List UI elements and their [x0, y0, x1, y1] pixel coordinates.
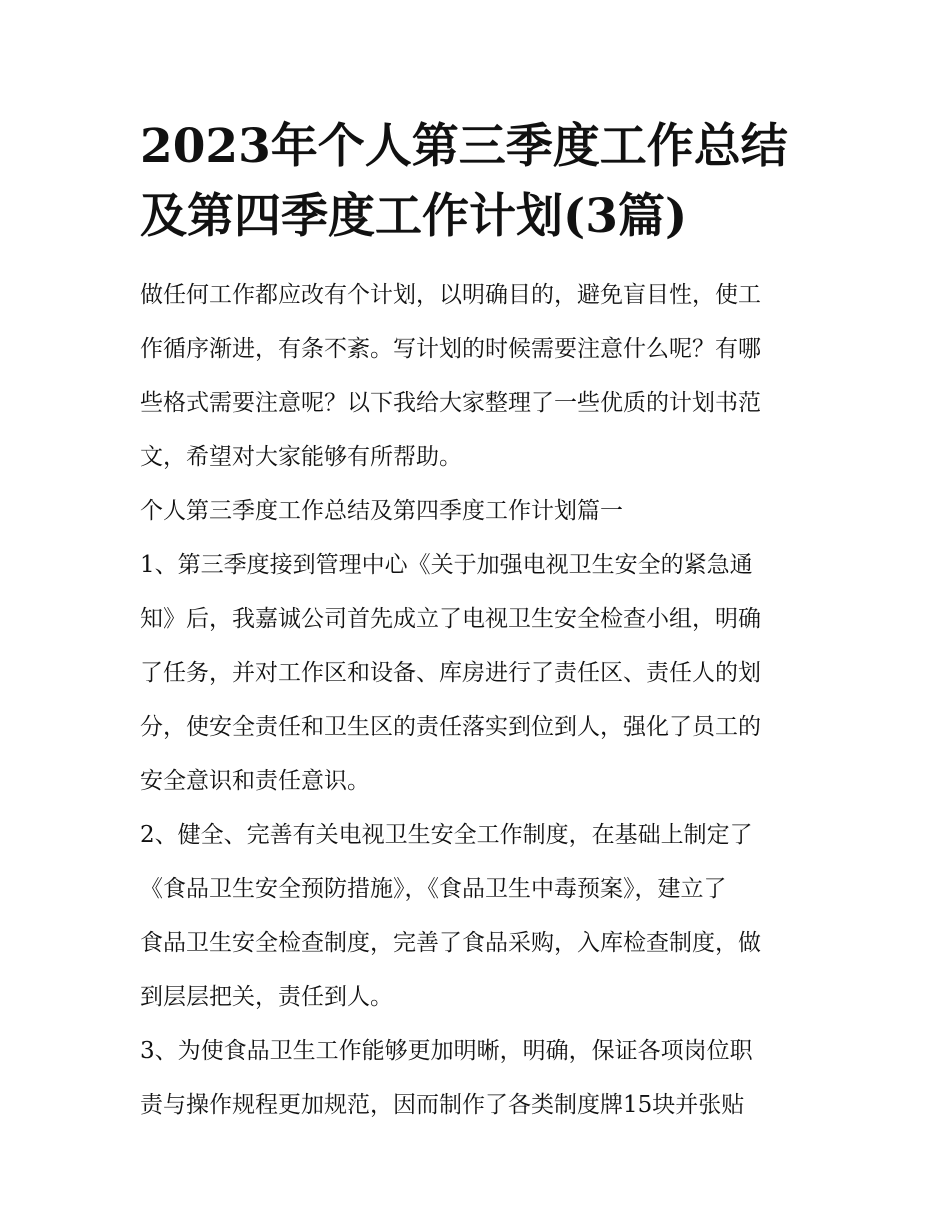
- item-paragraph-3: [140, 1024, 820, 1132]
- text-line: 作循序渐进，有条不紊。写计划的时候需要注意什么呢？有哪: [140, 336, 761, 362]
- text-line: 分，使安全责任和卫生区的责任落实到位到人，强化了员工的: [140, 714, 761, 740]
- text-line: 《食品卫生安全预防措施》，《食品卫生中毒预案》，建立了: [140, 876, 727, 902]
- document-title: [140, 112, 820, 252]
- document-page: [140, 112, 820, 1132]
- text-line: 安全意识和责任意识。: [140, 768, 370, 794]
- text-line: 知》后，我嘉诚公司首先成立了电视卫生安全检查小组，明确: [140, 606, 761, 632]
- text-line: 1、第三季度接到管理中心《关于加强电视卫生安全的紧急通: [140, 552, 753, 578]
- text-line: 食品卫生安全检查制度，完善了食品采购，入库检查制度，做: [140, 930, 761, 956]
- text-line: 责与操作规程更加规范，因而制作了各类制度牌15块并张贴: [140, 1092, 745, 1118]
- text-line: 些格式需要注意呢？以下我给大家整理了一些优质的计划书范: [140, 390, 761, 416]
- item-paragraph-1: [140, 538, 820, 808]
- text-line: 文，希望对大家能够有所帮助。: [140, 444, 462, 470]
- text-line: 做任何工作都应改有个计划，以明确目的，避免盲目性，使工: [140, 282, 761, 308]
- document-body: [140, 268, 820, 1132]
- text-line: 3、为使食品卫生工作能够更加明晰，明确，保证各项岗位职: [140, 1038, 753, 1064]
- text-line: 个人第三季度工作总结及第四季度工作计划篇一: [140, 498, 623, 524]
- intro-paragraph: [140, 268, 820, 484]
- item-paragraph-2: [140, 808, 820, 1024]
- section-heading: [140, 484, 820, 538]
- text-line: 到层层把关，责任到人。: [140, 984, 393, 1010]
- title-line: 2023年个人第三季度工作总结: [140, 119, 788, 174]
- text-line: 2、健全、完善有关电视卫生安全工作制度，在基础上制定了: [140, 822, 753, 848]
- text-line: 了任务，并对工作区和设备、库房进行了责任区、责任人的划: [140, 660, 761, 686]
- title-line: 及第四季度工作计划(3篇): [140, 189, 688, 244]
